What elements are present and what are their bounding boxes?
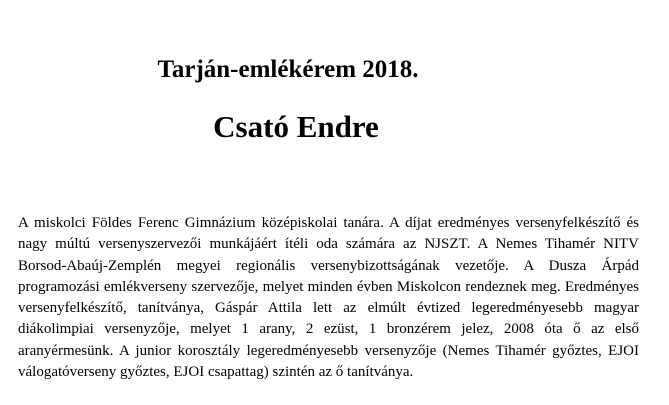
award-title bbox=[0, 54, 576, 86]
award-title-suffix: . bbox=[412, 56, 419, 83]
awardee-name: Csató Endre bbox=[213, 109, 379, 144]
body-paragraph: A miskolci Földes Ferenc Gimnázium középiskolai tanára. A díjat eredményes versenyfelkészítő és nagy múltú versenyszervezői munkájáért ítéli oda számára az NJSZT. A Nemes Tihamér NITV Borsod-Abaúj-Zemplén megyei regionális versenybizottságának vezetője. A Dusza Árpád programozási emlékverseny szervezője, melyet minden évben Miskolcon rendeznek meg. Eredményes versenyfelkészítő, tanítványa, Gáspár Attila lett az elmúlt évtized legeredményesebb magyar diákolimpiai versenyzője, melyet 1 arany, 2 ezüst, 1 bronzérem jelez, 2008 óta ő az első aranyérmesünk. A junior korosztály legeredményesebb versenyzője (Nemes Tihamér győztes, EJOI válogatóverseny győztes, EJOI csapattag) szintén az ő tanítványa. bbox=[18, 215, 639, 381]
award-title-text: Tarján-emlékérem 2018 bbox=[157, 56, 413, 83]
